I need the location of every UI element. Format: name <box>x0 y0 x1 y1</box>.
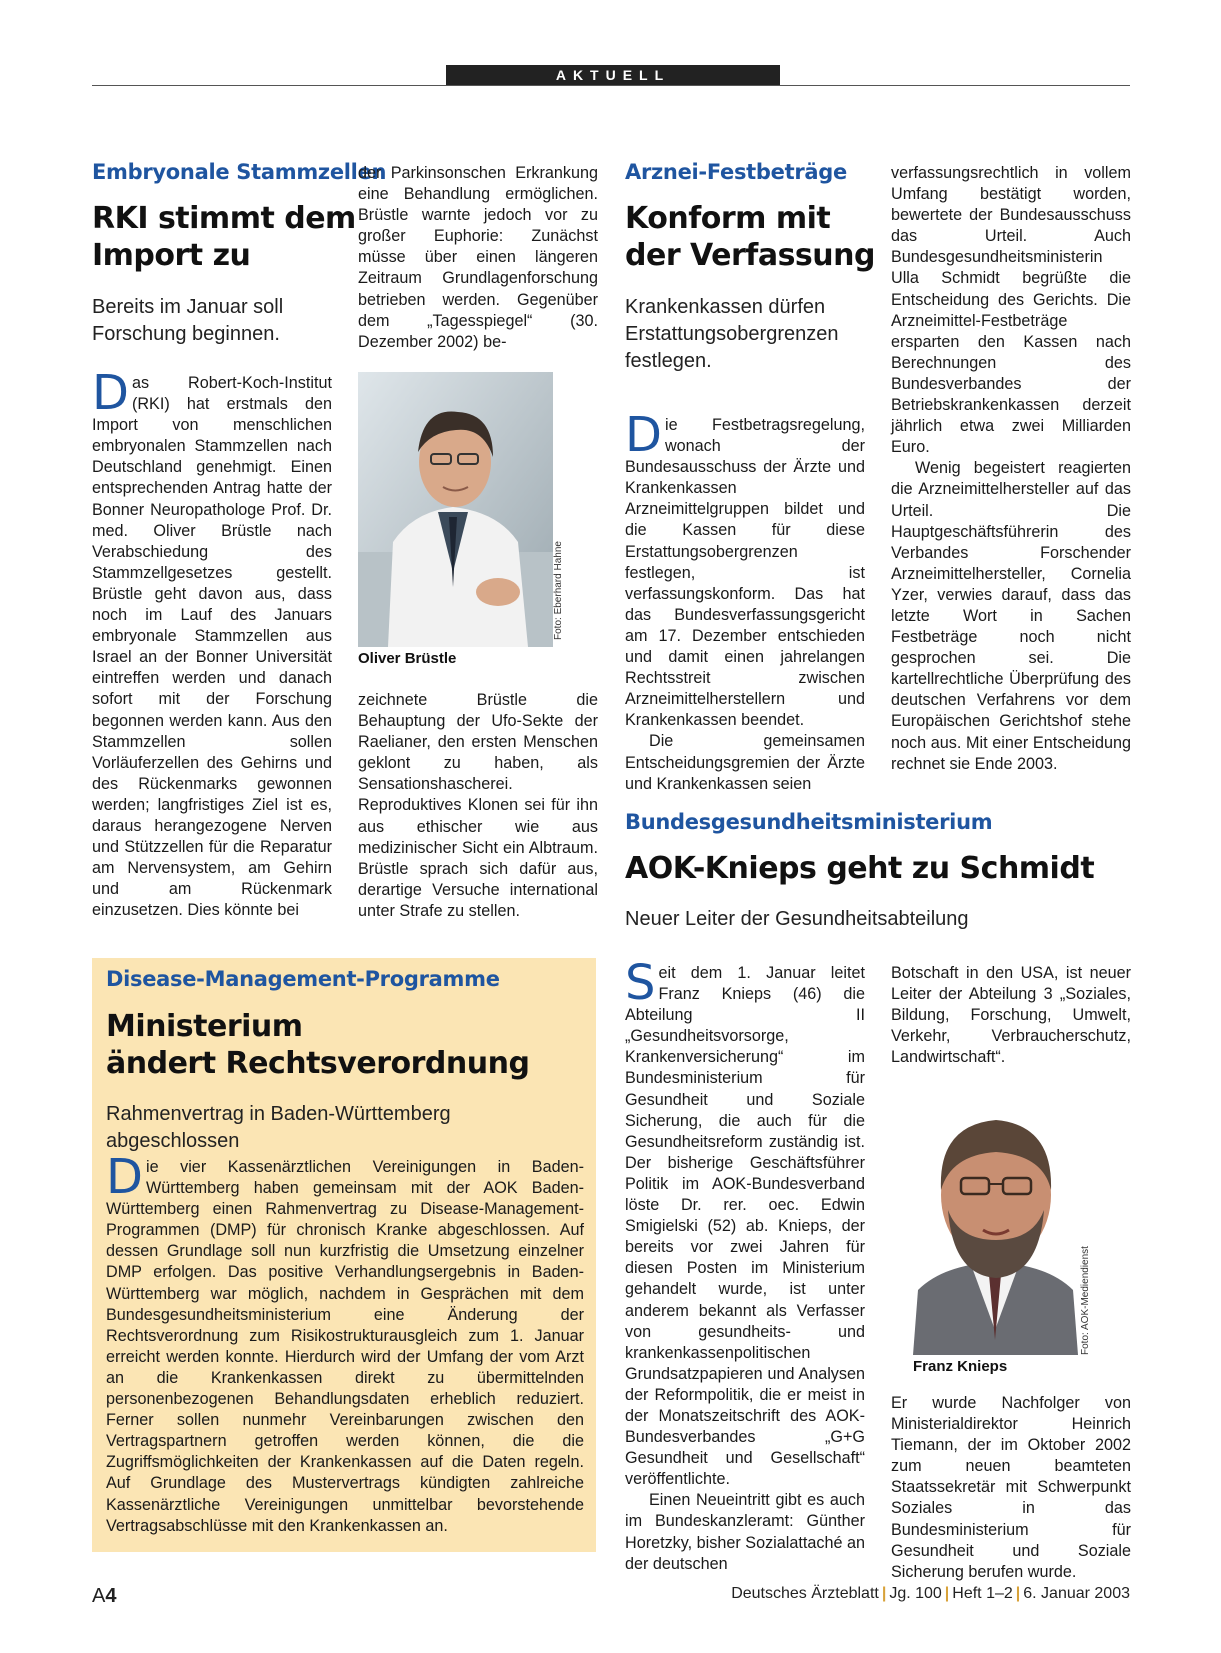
article1-deck: Bereits im Januar soll Forschung beginnen. <box>92 296 284 345</box>
article2-deck: Krankenkassen dürfen Erstattungsobergrenzen festlegen. <box>625 296 839 372</box>
page-number: A4 <box>92 1585 117 1607</box>
article1-photo-caption: Oliver Brüstle <box>358 650 457 667</box>
header-rule <box>92 85 1130 86</box>
dmp-box <box>92 958 596 1552</box>
journal-reference: Deutsches Ärzteblatt | Jg. 100 | Heft 1–2 | 6. Januar 2003 <box>731 1585 1130 1602</box>
article3-photo-caption: Franz Knieps <box>913 1358 1008 1375</box>
article1-kicker: Embryonale Stammzellen <box>92 160 387 184</box>
article3-body-col2-top: Botschaft in den USA, ist neuer Leiter der Abteilung 3 „Soziales, Bildung, Forschung, Umwelt, Verkehr, Verbraucherschutz, Landwirtschaft“. <box>891 964 1131 1067</box>
article1-body-col1: Das Robert-Koch-Institut (RKI) hat erstmals den Import von menschlichen embryonalen Stammzellen nach Deutschland genehmigt. Einen entsprechenden Antrag hatte der Bonner Neuropathologe Prof. Dr. med. Oliver Brüstle nach Verabschiedung des Stammzellgesetzes gestellt. Brüstle geht davon aus, dass noch im Lauf des Januars embryonale Stammzellen aus Israel an der Bonner Universität eintreffen werden und danach sofort mit der Forschung begonnen werden kann. Aus den Stammzellen sollen Vorläuferzellen des Gehirns und des Rückenmarks gewonnen werden; langfristiges Ziel ist es, daraus herangezogene Nerven und Stützzellen für die Reparatur am Nervensystem, am Gehirn und am Rückenmark einzusetzen. Dies könnte bei <box>92 365 332 920</box>
section-label: AKTUELL <box>446 65 780 85</box>
article3-deck: Neuer Leiter der Gesundheitsabteilung <box>625 908 969 930</box>
article2-headline: Konform mit der Verfassung <box>625 201 875 273</box>
article3-photo-credit: Foto: AOK-Mediendienst <box>1080 1246 1091 1355</box>
dropcap: S <box>625 955 656 1011</box>
box-body: Die vier Kassenärztlichen Vereinigungen in Baden-Württemberg haben gemeinsam mit der AOK Baden-Württemberg einen Rahmenvertrag zu Disease-Management-Programmen (DMP) für chronisch Kranke abgeschlossen. Auf dessen Grundlage soll nun kurzfristig die Umsetzung einzelner DMP erfolgen. Das positive Verhandlungsergebnis in Baden-Württemberg war möglich, nachdem in Gesprächen mit dem Bundesgesundheitsministerium eine Änderung der Rechtsverordnung zum Risikostrukturausgleich zum 1. Januar erreicht werden konnte. Hierdurch wird der Umfang der vom Arzt an die Krankenkassen direkt zu übermittelnden personenbezogenen Behandlungsdaten erheblich reduziert. Ferner sollen nunmehr Vereinbarungen zwischen den Vertragspartnern getroffen werden können, die die Zugriffsmöglichkeiten der Krankenkassen auf die Daten regeln. Auf Grundlage des Mustervertrags kündigten zahlreiche Kassenärztliche Vereinigungen unmittelbar bevorstehende Vertragsabschlüsse mit den Krankenkassen an. <box>106 1149 584 1535</box>
article2-body-col2: verfassungsrechtlich in vollem Umfang bestätigt worden, bewertete der Bundesausschuss das Urteil. Auch Bundesgesundheitsministerin Ulla Schmidt begrüßte die Entscheidung des Gerichts. Die Arzneimittel-Festbeträge ersparten den Kassen nach Berechnungen des Bundesverbandes der Betriebskrankenkassen derzeit jährlich etwa zwei Milliarden Euro. Wenig begeistert reagierten die Arzneimittelhersteller auf das Urteil. Die Hauptgeschäftsführerin des Verbandes Forschender Arzneimittelhersteller, Cornelia Yzer, verwies darauf, dass das letzte Wort in Sachen Festbeträge noch nicht gesprochen sei. Die kartellrechtliche Überprüfung des deutschen Verfahrens vor dem Europäischen Gerichtshof stehe noch aus. Mit einer Entscheidung rechnet sie Ende 2003. <box>891 164 1131 773</box>
article3-headline: AOK-Knieps geht zu Schmidt <box>625 851 1095 886</box>
dropcap: D <box>625 407 662 463</box>
franz-knieps-photo <box>913 1090 1078 1355</box>
article1-body-col2-top: der Parkinsonschen Erkrankung eine Behandlung ermöglichen. Brüstle warnte jedoch vor zu großer Euphorie: Zunächst müsse über einen längeren Zeitraum Grundlagenforschung betrieben werden. Gegenüber dem „Tagesspiegel“ (30. Dezember 2002) be- <box>358 164 598 351</box>
box-headline: Ministerium ändert Rechtsverordnung <box>106 1009 530 1081</box>
article3-kicker: Bundesgesundheitsministerium <box>625 810 993 834</box>
box-kicker: Disease-Management-Programme <box>106 967 500 991</box>
article3-body-col1: Seit dem 1. Januar leitet Franz Knieps (46) die Abteilung II „Gesundheitsvorsorge, Krankenversicherung“ im Bundesministerium für Gesundheit und Soziale Sicherung, die auch für die Gesundheitsreform zuständig ist. Der bisherige Geschäftsführer Politik im AOK-Bundesverband löste Dr. rer. oec. Edwin Smigielski (52) ab. Knieps, der bereits vor zwei Jahren für diesen Posten im Ministerium gehandelt wurde, ist unter anderem bekannt als Verfasser von gesundheits- und krankenkassenpolitischen Grundsatzpapieren und Analysen der Reformpolitik, die er meist in der Monatszeitschrift des AOK-Bundesverbandes „G+G Gesundheit und Gesellschaft“ veröffentlichte. Einen Neueintritt gibt es auch im Bundeskanzleramt: Günther Horetzky, bisher Sozialattaché an der deutschen <box>625 955 865 1573</box>
oliver-bruestle-photo <box>358 372 553 647</box>
article2-kicker: Arznei-Festbeträge <box>625 160 847 184</box>
article2-body-col1: Die Festbetragsregelung, wonach der Bundesausschuss der Ärzte und Krankenkassen Arzneimittelgruppen bildet und die Kassen für diese Erstattungsobergrenzen festlegen, ist verfassungskonform. Das hat das Bundesverfassungsgericht am 17. Dezember entschieden und damit einen jahrelangen Rechtsstreit zwischen Arzneimittelherstellern und Krankenkassen beendet. Die gemeinsamen Entscheidungsgremien der Ärzte und Krankenkassen seien <box>625 407 865 793</box>
article1-headline: RKI stimmt dem Import zu <box>92 201 356 273</box>
box-deck: Rahmenvertrag in Baden-Württemberg abgeschlossen <box>106 1103 451 1152</box>
dropcap: D <box>92 365 129 421</box>
article1-body-col2-bottom: zeichnete Brüstle die Behauptung der Ufo-Sekte der Raelianer, den ersten Menschen geklont zu haben, als Sensationshascherei. Reproduktives Klonen sei für ihn aus ethischer wie aus medizinischer Sicht ein Albtraum. Brüstle sprach sich dafür aus, derartige Versuche international unter Strafe zu stellen. <box>358 691 598 920</box>
dropcap: D <box>106 1149 143 1205</box>
article1-photo-credit: Foto: Eberhard Hahne <box>553 541 564 640</box>
article3-body-col2-bottom: Er wurde Nachfolger von Ministerialdirektor Heinrich Tiemann, der im Oktober 2002 zum neuen beamteten Staatssekretär mit Schwerpunkt Soziales in das Bundesministerium für Gesundheit und Soziale Sicherung berufen wurde. <box>891 1394 1131 1581</box>
